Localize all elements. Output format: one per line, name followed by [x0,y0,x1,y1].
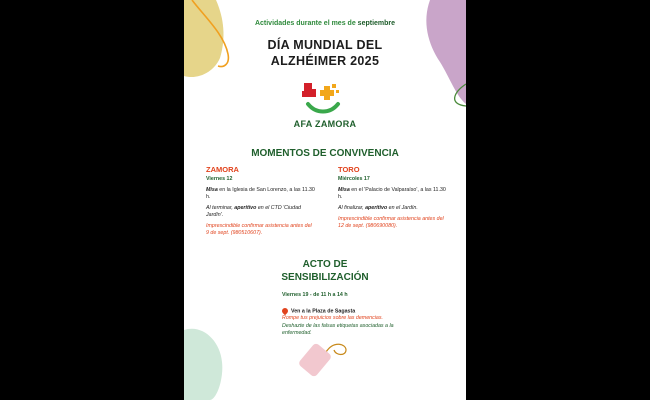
event-date: Viernes 19 - de 11 h a 14 h [282,292,348,298]
zamora-column [206,166,316,237]
logo-text: AFA ZAMORA [293,119,357,129]
day-toro: Miércoles 17 [338,176,370,182]
mint-blob [184,329,222,400]
message-line-2: Deshazte de las falsas etiquetas asociadas a la enfermedad. [282,322,394,337]
sensibilizacion-details [282,292,402,338]
day-zamora: Viernes 12 [206,176,233,182]
mass-toro: Misa en el 'Palacio de Valparaíso', a las 11.30 h. [338,187,446,200]
note-toro: Imprescindible confirmar asistencia antes del 12 de sept. (980690080). [338,216,444,229]
afa-logo-icon [302,80,352,116]
message-line-1: Rompe tus prejuicios sobre las demencias. [282,315,383,322]
section-heading-convivencia: MOMENTOS DE CONVIVENCIA [251,148,399,159]
mass-zamora: Misa en la Iglesia de San Lorenzo, a las 11.30 h. [206,187,315,200]
tag-string [326,344,346,354]
event-venue: Ven a la Plaza de Sagasta [282,308,402,316]
aperitivo-toro: Al finalizar, aperitivo en el Jardín. [338,205,418,211]
toro-column [338,166,448,230]
tag-icon [298,342,333,378]
city-toro: TORO [338,165,360,174]
section-heading-sensibilizacion: ACTO DE SENSIBILIZACIÓN [281,259,369,283]
intro-text: Actividades durante el mes de septiembre [254,20,396,27]
aperitivo-zamora: Al terminar, aperitivo en el CTD 'Ciudad Jardín'. [206,205,301,218]
page-title: DÍA MUNDIAL DEL ALZHÉIMER 2025 [267,38,383,68]
city-zamora: ZAMORA [206,165,239,174]
note-zamora: Imprescindible confirmar asistencia antes del 9 de sept. (980510607). [206,223,312,236]
poster [184,0,466,400]
location-pin-icon [281,306,289,314]
